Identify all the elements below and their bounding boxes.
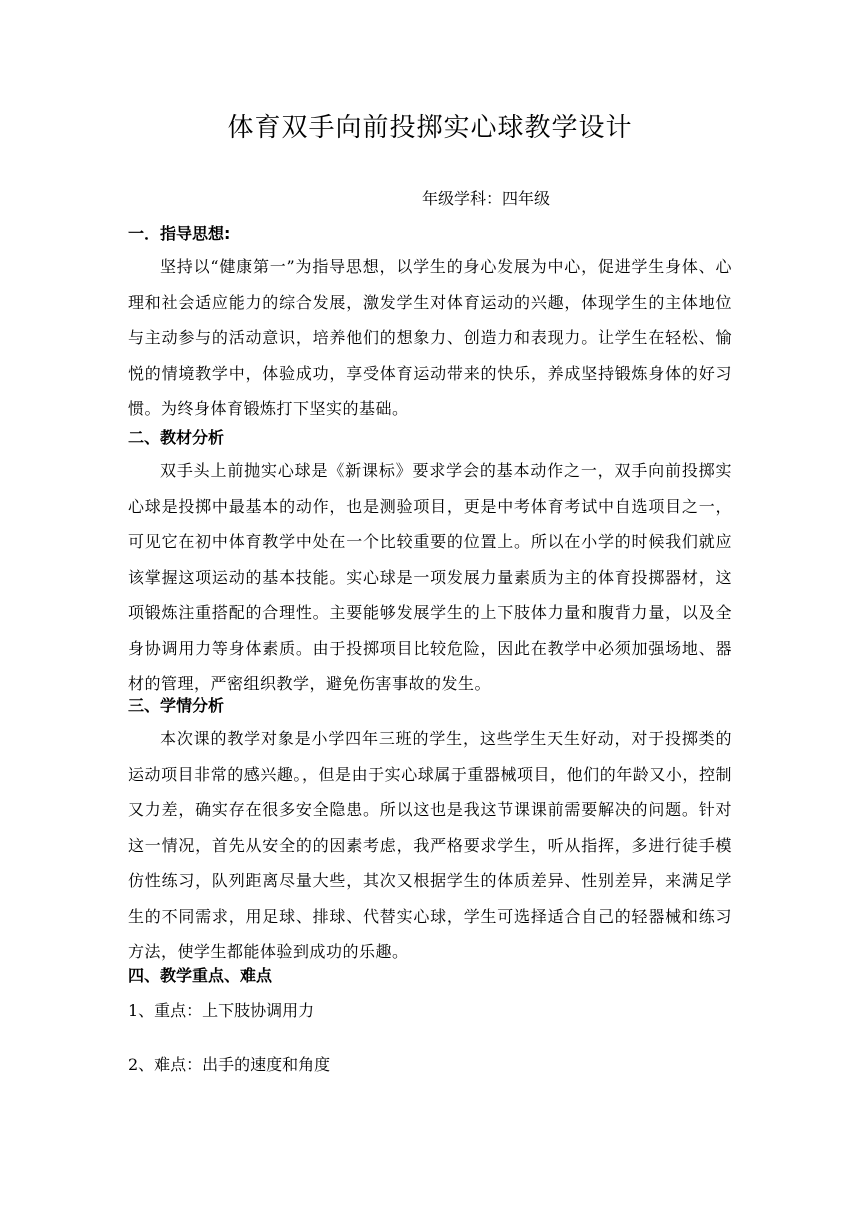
- difficulty-item: 2、难点：出手的速度和角度: [128, 1055, 331, 1074]
- section-paragraph-guiding-ideology: 坚持以“健康第一”为指导思想，以学生的身心发展为中心，促进学生身体、心理和社会适应能力的综合发展，激发学生对体育运动的兴趣，体现学生的主体地位与主动参与的活动意识，培养他们的想象力、创造力和表现力。让学生在轻松、愉悦的情境教学中，体验成功，享受体育运动带来的快乐，养成坚持锻炼身体的好习惯。为终身体育锻炼打下坚实的基础。: [128, 257, 732, 418]
- grade-subject: 年级学科：四年级: [421, 189, 550, 208]
- section-heading-guiding-ideology: 一．指导思想:: [128, 224, 231, 243]
- key-point-item: 1、重点：上下肢协调用力: [128, 1001, 315, 1020]
- section-heading-key-points: 四、教学重点、难点: [128, 966, 273, 985]
- section-heading-student-analysis: 三、学情分析: [128, 696, 225, 715]
- document-title: 体育双手向前投掷实心球教学设计: [227, 113, 633, 143]
- section-heading-material-analysis: 二、教材分析: [128, 428, 225, 447]
- section-paragraph-material-analysis: 双手头上前抛实心球是《新课标》要求学会的基本动作之一，双手向前投掷实心球是投掷中最基本的动作，也是测验项目，更是中考体育考试中自选项目之一，可见它在初中体育教学中处在一个比较重要的位置上。所以在小学的时候我们就应该掌握这项运动的基本技能。实心球是一项发展力量素质为主的体育投掷器材，这项锻炼注重搭配的合理性。主要能够发展学生的上下肢体力量和腹背力量，以及全身协调用力等身体素质。由于投掷项目比较危险，因此在教学中必须加强场地、器材的管理，严密组织教学，避免伤害事故的发生。: [128, 461, 732, 693]
- section-paragraph-student-analysis: 本次课的教学对象是小学四年三班的学生，这些学生天生好动，对于投掷类的运动项目非常的感兴趣。，但是由于实心球属于重器械项目，他们的年龄又小，控制又力差，确实存在很多安全隐患。所以这也是我这节课课前需要解决的问题。针对这一情况，首先从安全的的因素考虑，我严格要求学生，听从指挥，多进行徒手模仿性练习，队列距离尽量大些，其次又根据学生的体质差异、性别差异，来满足学生的不同需求，用足球、排球、代替实心球，学生可选择适合自己的轻器械和练习方法，使学生都能体验到成功的乐趣。: [128, 729, 732, 961]
